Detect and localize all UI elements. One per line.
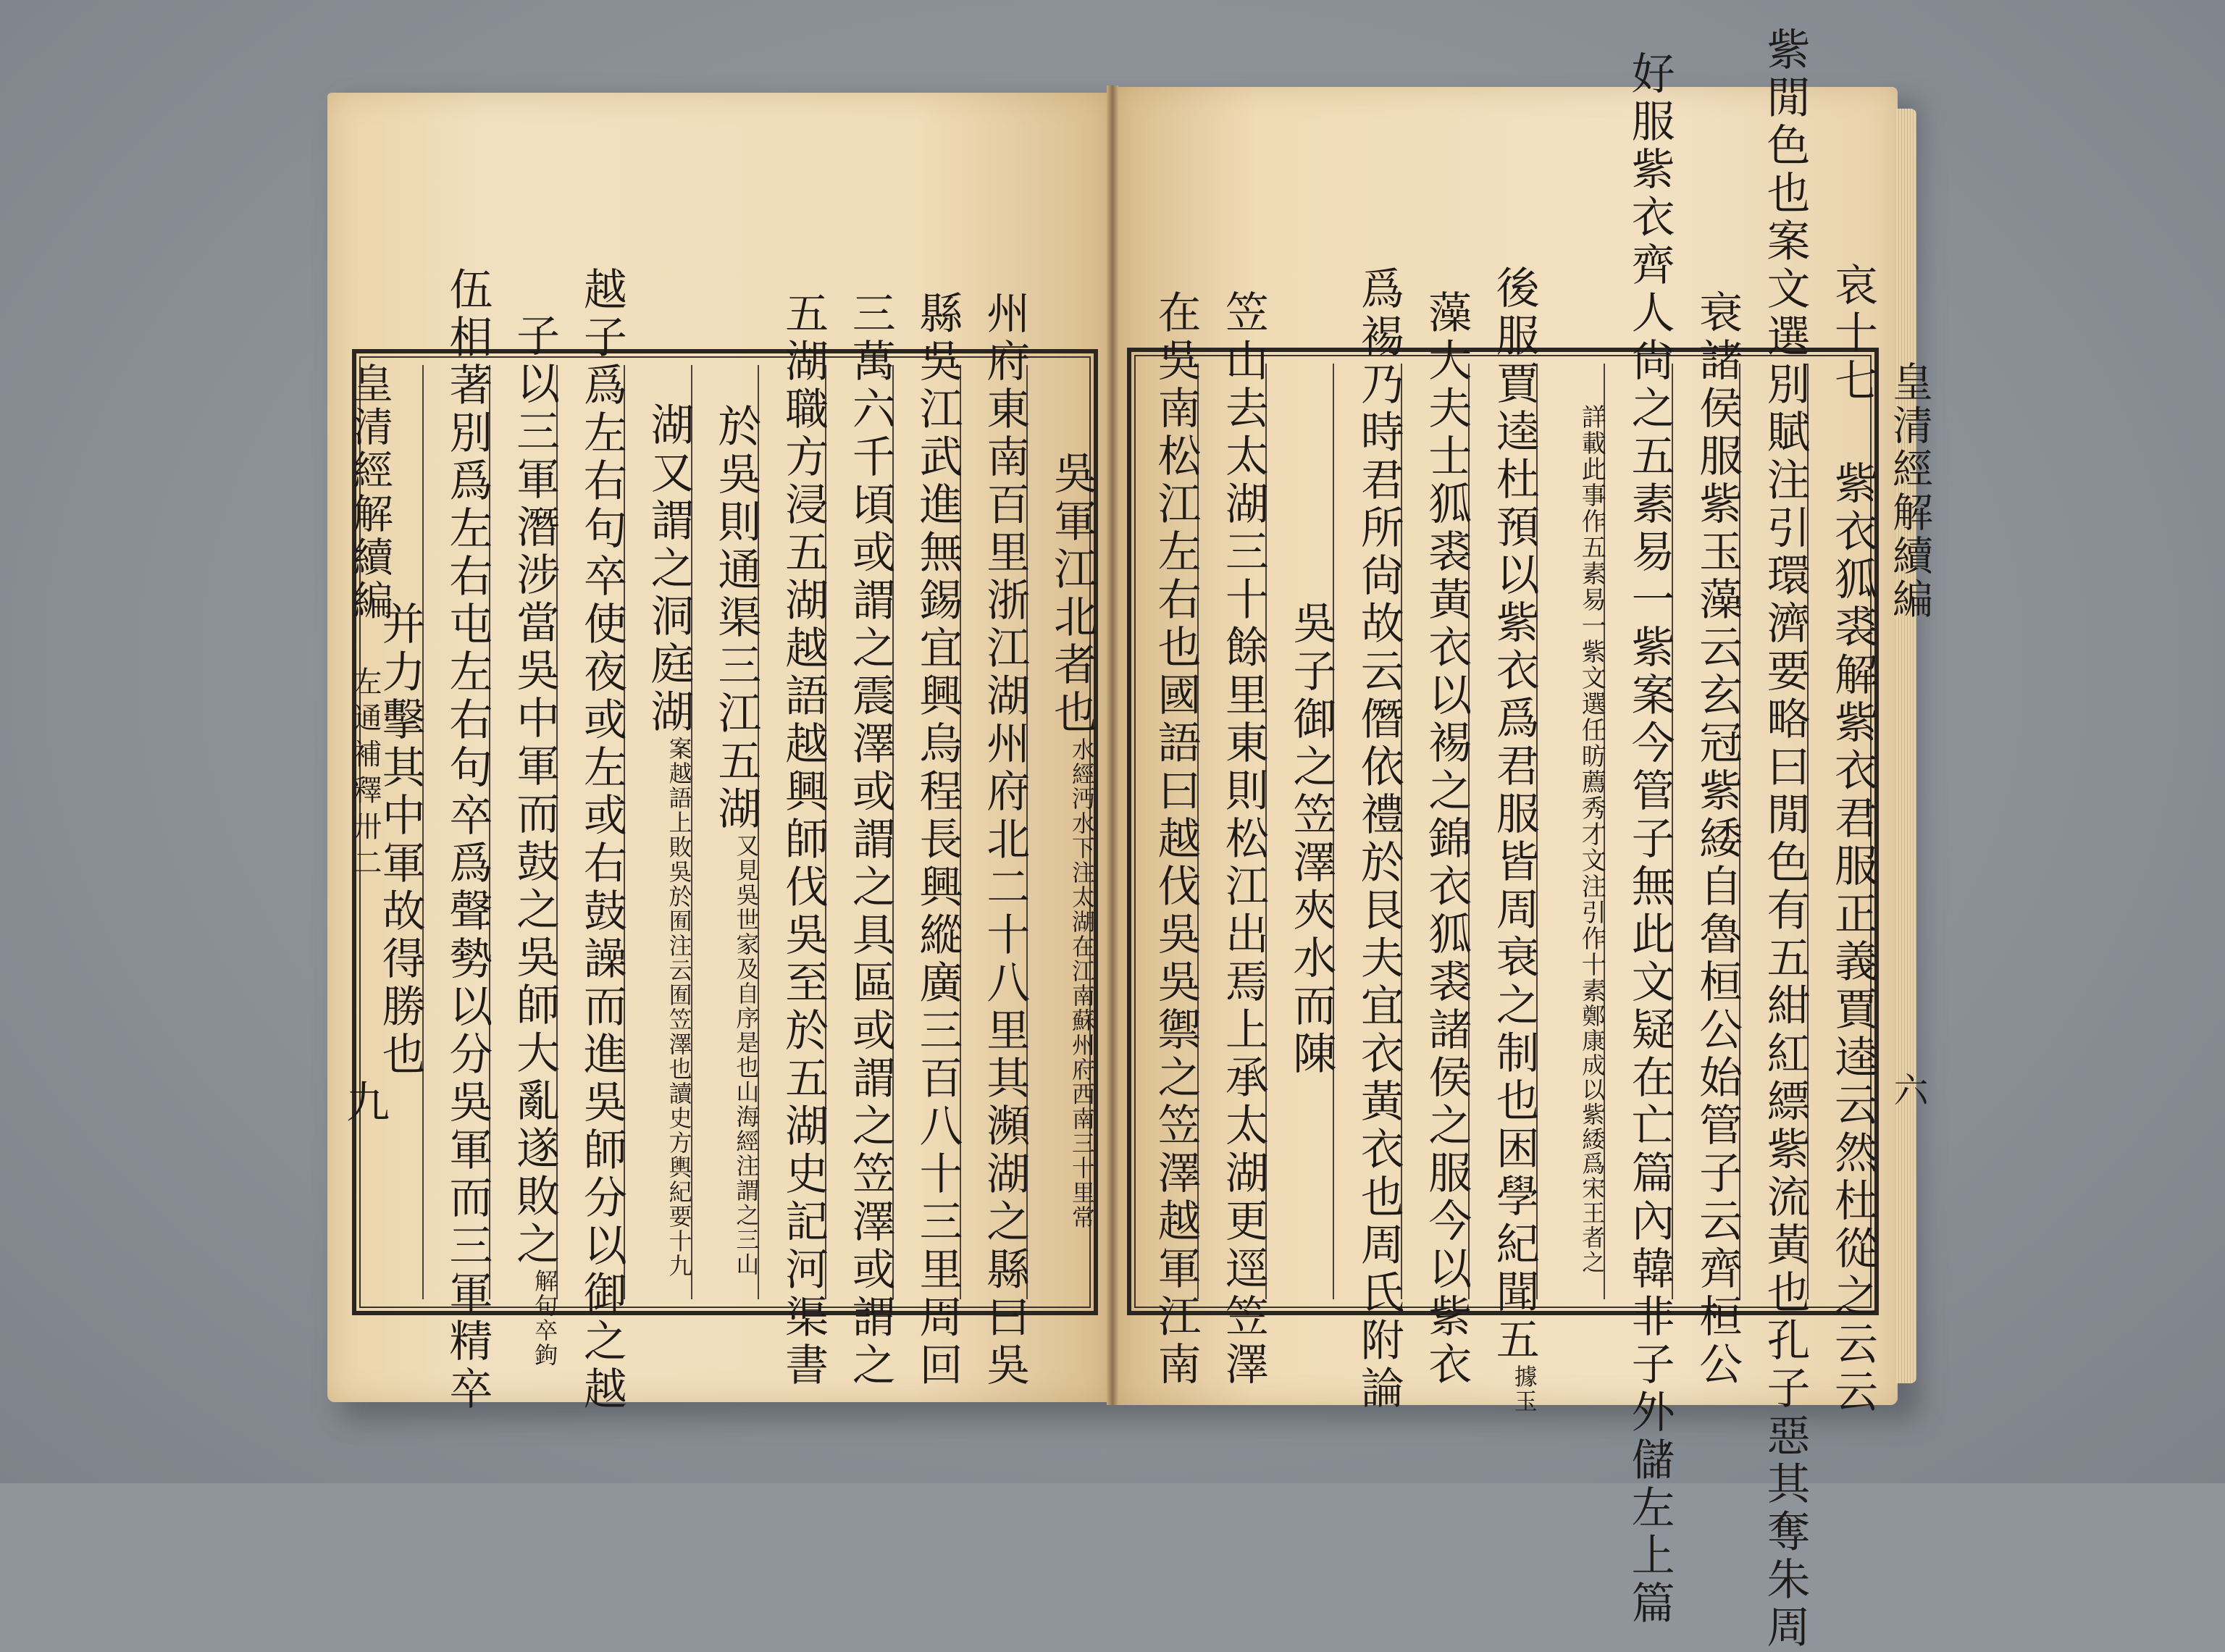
right-column-1 bbox=[1807, 262, 1878, 1417]
left-column-9 bbox=[489, 313, 561, 1367]
right-column-6 bbox=[1468, 265, 1540, 1414]
text-column: 爲裼乃時君所尙故云僭依禮於艮夫宜衣黃衣也周氏附論 bbox=[1353, 266, 1404, 1413]
right-column-9 bbox=[1265, 364, 1337, 1299]
text-column: 并力擊其中軍故得勝也 bbox=[374, 601, 426, 1079]
text-column: 五湖職方浸五湖越語越興師伐吳至於五湖史記河渠書 bbox=[778, 290, 829, 1390]
left-column-2 bbox=[960, 290, 1031, 1390]
right-column-10 bbox=[1197, 290, 1269, 1389]
left-column-10 bbox=[422, 267, 493, 1414]
left-column-1 bbox=[1026, 365, 1097, 1299]
text-column: 衰諸侯服紫玉藻云玄冠紫緌自魯桓公始管子云齊桓公 bbox=[1692, 290, 1743, 1389]
left-margin-title: 皇清經解續編 bbox=[346, 362, 393, 623]
annotation: 據玉 bbox=[1510, 1364, 1538, 1414]
text-column: 哀十七 紫衣狐裘解紫衣君服正義賈逵云然杜從之云云 bbox=[1827, 262, 1878, 1417]
text-column: 湖又謂之洞庭湖 bbox=[643, 402, 695, 737]
text-column: 笠山去太湖三十餘里東則松江出焉上承太湖更逕笠澤 bbox=[1218, 290, 1269, 1389]
text-column: 藻大夫士狐裘黃衣以裼之錦衣狐裘諸侯之服今以紫衣 bbox=[1421, 290, 1472, 1389]
right-text-block bbox=[1127, 27, 1879, 1652]
annotation: 解句卒鉤 bbox=[531, 1269, 559, 1367]
right-column-8 bbox=[1333, 266, 1404, 1413]
text-column: 子以三軍潛涉當吳中軍而鼓之吳師大亂遂敗之 bbox=[509, 313, 561, 1269]
left-column-4 bbox=[825, 290, 896, 1390]
left-margin-section: 左通補釋卅二 bbox=[348, 666, 382, 884]
text-column: 越子爲左右句卒使夜或左或右鼓譟而進吳師分以御之越 bbox=[576, 267, 627, 1414]
right-margin-title: 皇清經解續編 bbox=[1886, 361, 1933, 621]
text-column: 後服賈逵杜預以紫衣爲君服皆周衰之制也困學紀聞五 bbox=[1488, 265, 1540, 1364]
left-folio-number: 九 bbox=[339, 1079, 390, 1127]
right-column-4 bbox=[1604, 51, 1675, 1628]
left-text-block bbox=[352, 267, 1098, 1414]
text-column: 縣吳江武進無錫宜興烏程長興縱廣三百八十三里周回 bbox=[912, 290, 963, 1390]
right-columns bbox=[1131, 27, 1878, 1652]
text-column: 在吳南松江左右也國語曰越伐吳吳禦之笠澤越軍江南 bbox=[1150, 290, 1202, 1389]
left-column-5 bbox=[758, 290, 829, 1390]
annotation: 案越語上敗吳於囿注云囿笠澤也讀史方輿紀要十九 bbox=[665, 737, 693, 1278]
left-column-3 bbox=[892, 290, 963, 1390]
annotation: 鄭康成以紫緌爲宋王者之 bbox=[1578, 1004, 1606, 1275]
right-column-3 bbox=[1672, 290, 1743, 1389]
left-column-8 bbox=[556, 267, 627, 1414]
page-edges bbox=[1896, 109, 1916, 1383]
right-column-7 bbox=[1401, 290, 1472, 1389]
annotation: 水經沔水下注太湖在江南蘇州府西南三十里常 bbox=[1068, 737, 1096, 1230]
right-column-2 bbox=[1739, 27, 1811, 1652]
right-column-11 bbox=[1131, 290, 1202, 1389]
left-column-6 bbox=[691, 365, 762, 1299]
text-column: 紫閒色也案文選別賦注引環濟要略曰閒色有五紺紅縹紫流黃也孔子惡其奪朱周 bbox=[1759, 27, 1811, 1652]
annotation: 又見吳世家及自序是也山海經注謂之三山 bbox=[732, 834, 760, 1277]
book-gutter bbox=[1107, 85, 1118, 1405]
text-column: 好服紫衣齊人尙之五素易一紫案今管子無此文疑在亡篇內韓非子外儲左上篇 bbox=[1624, 51, 1675, 1628]
text-column: 三萬六千頃或謂之震澤或謂之具區或謂之笠澤或謂之 bbox=[845, 290, 896, 1390]
text-column: 詳載此事作五素易一紫文選任昉薦秀才文注引作十素 bbox=[1577, 404, 1606, 1004]
text-column: 於吳則通渠三江五湖 bbox=[711, 403, 762, 834]
right-column-5 bbox=[1536, 364, 1604, 1299]
text-column: 伍相著別爲左右屯左右句卒爲聲勢以分吳軍而三軍精卒 bbox=[442, 267, 493, 1414]
text-column: 州府東南百里浙江湖州府北二十八里其瀕湖之縣曰吳 bbox=[979, 290, 1031, 1390]
left-column-7 bbox=[624, 365, 695, 1299]
left-columns bbox=[356, 267, 1097, 1414]
right-folio-number: 六 bbox=[1887, 1072, 1928, 1111]
text-column: 吳軍江北者也 bbox=[1047, 450, 1097, 737]
text-column: 吳子御之笠澤夾水而陳 bbox=[1286, 600, 1337, 1078]
